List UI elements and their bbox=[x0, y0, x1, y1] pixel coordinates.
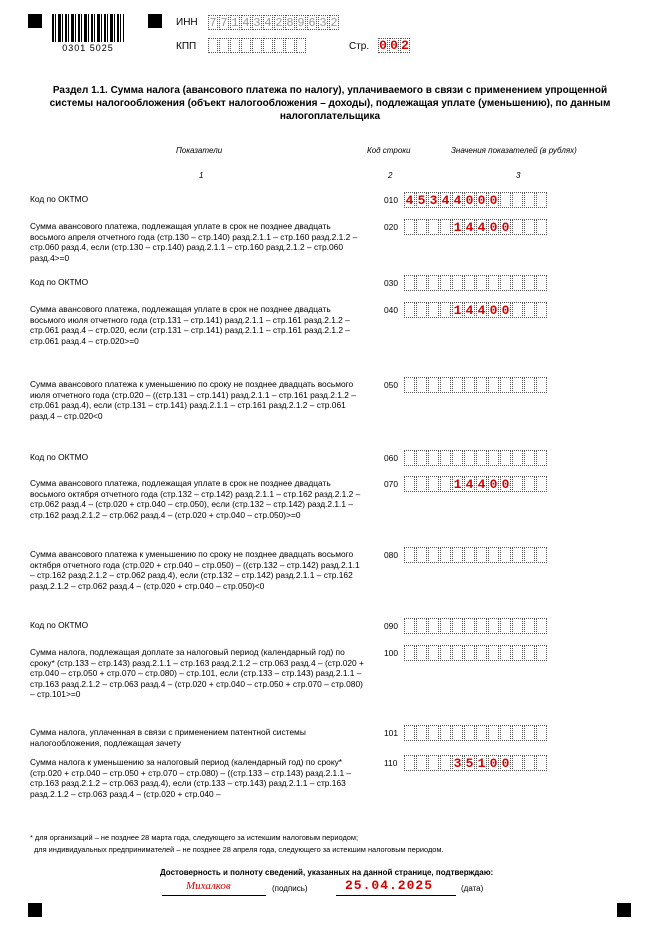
value-digit-cell[interactable]: 0 bbox=[501, 756, 510, 771]
value-digit-cell[interactable]: 0 bbox=[501, 303, 510, 318]
value-digit-cell[interactable] bbox=[428, 302, 439, 318]
value-digit-cell[interactable] bbox=[416, 618, 427, 634]
value-digit-cell[interactable] bbox=[476, 547, 487, 563]
barcode-number: 0301 5025 bbox=[62, 43, 114, 53]
value-digit-cell[interactable] bbox=[428, 476, 439, 492]
value-digit-cell[interactable] bbox=[404, 377, 415, 393]
value-digit-cell[interactable] bbox=[452, 645, 463, 661]
value-digit-cell[interactable] bbox=[464, 725, 475, 741]
kpp-digit-cell[interactable] bbox=[208, 38, 218, 53]
value-digit-cell[interactable] bbox=[536, 645, 547, 661]
col-header-values: Значения показателей (в рублях) bbox=[451, 146, 577, 155]
value-digit-cell[interactable] bbox=[524, 450, 535, 466]
row-value-field[interactable] bbox=[404, 377, 548, 393]
value-digit-cell[interactable] bbox=[464, 645, 475, 661]
kpp-digit-cell[interactable] bbox=[274, 38, 284, 53]
value-digit-cell[interactable] bbox=[536, 275, 547, 291]
value-digit-cell[interactable]: 0 bbox=[501, 477, 510, 492]
value-digit-cell[interactable] bbox=[536, 547, 547, 563]
value-digit-cell[interactable] bbox=[500, 275, 511, 291]
value-digit-cell[interactable]: 4 bbox=[405, 193, 414, 208]
inn-digit-cell[interactable]: 7 bbox=[220, 16, 228, 30]
value-digit-cell[interactable] bbox=[440, 618, 451, 634]
value-digit-cell[interactable] bbox=[524, 618, 535, 634]
value-digit-cell[interactable] bbox=[536, 476, 547, 492]
row-description: Сумма налога, подлежащая доплате за налоговый период (календарный год) по сроку* (стр.133 – стр.143) разд.2.1.1 – стр.163 разд.2.1.2 – стр.063 разд.4 – (стр.020 + стр.040 – стр.050 + стр.070 – стр.080) – стр.101, если (стр.133 – стр.143) разд.2.1.1 – стр.163 разд.2.1.2 – стр.063 разд.4 – (стр.020 + стр.040 – стр.050 + стр.070 – стр.080) – стр.101>=0 bbox=[30, 647, 364, 699]
value-digit-cell[interactable] bbox=[464, 547, 475, 563]
value-digit-cell[interactable]: 1 bbox=[477, 756, 486, 771]
value-digit-cell[interactable] bbox=[536, 377, 547, 393]
col-header-indicators: Показатели bbox=[176, 146, 223, 155]
row-line-code: 050 bbox=[384, 380, 398, 390]
value-digit-cell[interactable]: 1 bbox=[453, 303, 462, 318]
kpp-digit-cell[interactable] bbox=[296, 38, 306, 53]
corner-marker-bottom-right bbox=[617, 903, 631, 917]
inn-digit-cell[interactable]: 3 bbox=[319, 16, 327, 30]
row-description: Сумма авансового платежа, подлежащая уплате в срок не позднее двадцать восьмого июля отчетного года (стр.131 – стр.141) разд.2.1.1 – стр.161 разд.2.1.2 – стр.061 разд.4 – стр.020, если (стр.131 – стр.141) разд.2.1.1 – стр.161 разд.2.1.2 – стр.061 разд.4 – стр.020>=0 bbox=[30, 304, 350, 346]
row-description: Сумма налога к уменьшению за налоговый период (календарный год) по сроку* (стр.020 + стр.040 – стр.050 + стр.070 – стр.080) – ((стр.133 – стр.143) разд.2.1.1 – стр.163 разд.2.1.2 – стр.063 разд.4), если (стр.133 – стр.143) разд.2.1.1 – стр.163 разд.2.1.2 – стр.063 разд.4 – (стр.020 + стр.040 – bbox=[30, 757, 352, 799]
value-digit-cell[interactable] bbox=[524, 476, 535, 492]
value-digit-cell[interactable] bbox=[452, 547, 463, 563]
value-digit-cell[interactable] bbox=[416, 547, 427, 563]
value-digit-cell[interactable] bbox=[440, 450, 451, 466]
inn-digit-cell[interactable]: 1 bbox=[231, 16, 239, 30]
row-description: Код по ОКТМО bbox=[30, 277, 89, 287]
value-digit-cell[interactable]: 0 bbox=[477, 193, 486, 208]
value-digit-cell[interactable]: 0 bbox=[489, 477, 498, 492]
row-value-field[interactable] bbox=[404, 192, 548, 208]
value-digit-cell[interactable] bbox=[512, 755, 523, 771]
value-digit-cell[interactable] bbox=[488, 725, 499, 741]
row-value-field[interactable] bbox=[404, 302, 548, 318]
value-digit-cell[interactable]: 4 bbox=[477, 220, 486, 235]
value-digit-cell[interactable] bbox=[464, 377, 475, 393]
inn-digit-cell[interactable]: 9 bbox=[297, 16, 305, 30]
value-digit-cell[interactable] bbox=[428, 725, 439, 741]
value-digit-cell[interactable] bbox=[476, 377, 487, 393]
row-line-code: 101 bbox=[384, 728, 398, 738]
inn-digit-cell[interactable]: 2 bbox=[330, 16, 338, 30]
kpp-digit-cell[interactable] bbox=[285, 38, 295, 53]
value-digit-cell[interactable] bbox=[524, 275, 535, 291]
value-digit-cell[interactable]: 0 bbox=[501, 220, 510, 235]
value-digit-cell[interactable] bbox=[500, 450, 511, 466]
value-digit-cell[interactable] bbox=[536, 302, 547, 318]
value-digit-cell[interactable] bbox=[500, 377, 511, 393]
value-digit-cell[interactable] bbox=[440, 755, 451, 771]
value-digit-cell[interactable] bbox=[512, 618, 523, 634]
inn-field bbox=[208, 15, 340, 30]
value-digit-cell[interactable] bbox=[500, 192, 511, 208]
page-number-field bbox=[378, 38, 411, 53]
inn-digit-cell[interactable]: 2 bbox=[275, 16, 283, 30]
value-digit-cell[interactable] bbox=[452, 618, 463, 634]
value-digit-cell[interactable] bbox=[524, 377, 535, 393]
value-digit-cell[interactable] bbox=[512, 645, 523, 661]
value-digit-cell[interactable]: 4 bbox=[465, 303, 474, 318]
col-number-2: 2 bbox=[388, 171, 393, 180]
corner-marker-top-left bbox=[28, 14, 42, 28]
row-description: Сумма авансового платежа к уменьшению по сроку не позднее двадцать восьмого июля отчетного года (стр.020 – ((стр.131 – стр.141) разд.2.1.1 – стр.161 разд.2.1.2 – стр.061 разд.4), если (стр.131 – стр.141) разд.2.1.1 – стр.161 разд.2.1.2 – стр.061 разд.4 – стр.020<0 bbox=[30, 379, 356, 421]
inn-digit-cell[interactable]: 8 bbox=[286, 16, 294, 30]
kpp-digit-cell[interactable] bbox=[219, 38, 229, 53]
footnote-entrepreneurs: для индивидуальных предпринимателей – не позднее 28 апреля года, следующего за истекшим налоговым периодом. bbox=[34, 845, 444, 854]
row-line-code: 020 bbox=[384, 222, 398, 232]
value-digit-cell[interactable] bbox=[512, 476, 523, 492]
row-value-field[interactable] bbox=[404, 476, 548, 492]
page-digit-cell[interactable]: 0 bbox=[390, 38, 398, 53]
value-digit-cell[interactable]: 5 bbox=[417, 193, 426, 208]
value-digit-cell[interactable]: 5 bbox=[465, 756, 474, 771]
page-digit-cell[interactable]: 0 bbox=[379, 38, 387, 53]
inn-label: ИНН bbox=[176, 17, 198, 28]
kpp-label: КПП bbox=[176, 41, 197, 52]
row-value-field[interactable] bbox=[404, 725, 548, 741]
value-digit-cell[interactable] bbox=[536, 618, 547, 634]
value-digit-cell[interactable] bbox=[512, 219, 523, 235]
value-digit-cell[interactable] bbox=[428, 618, 439, 634]
value-digit-cell[interactable] bbox=[512, 302, 523, 318]
value-digit-cell[interactable] bbox=[476, 725, 487, 741]
row-description: Код по ОКТМО bbox=[30, 452, 89, 462]
value-digit-cell[interactable] bbox=[500, 645, 511, 661]
inn-digit-cell[interactable]: 4 bbox=[264, 16, 272, 30]
row-line-code: 010 bbox=[384, 195, 398, 205]
value-digit-cell[interactable] bbox=[404, 450, 415, 466]
value-digit-cell[interactable] bbox=[512, 377, 523, 393]
value-digit-cell[interactable] bbox=[488, 450, 499, 466]
value-digit-cell[interactable] bbox=[428, 377, 439, 393]
value-digit-cell[interactable] bbox=[428, 219, 439, 235]
value-digit-cell[interactable] bbox=[476, 618, 487, 634]
value-digit-cell[interactable] bbox=[404, 645, 415, 661]
row-value-field[interactable] bbox=[404, 275, 548, 291]
row-line-code: 100 bbox=[384, 648, 398, 658]
value-digit-cell[interactable] bbox=[416, 275, 427, 291]
value-digit-cell[interactable] bbox=[404, 275, 415, 291]
row-value-field[interactable] bbox=[404, 645, 548, 661]
value-digit-cell[interactable] bbox=[488, 645, 499, 661]
date-value[interactable]: 25.04.2025 bbox=[345, 878, 434, 893]
value-digit-cell[interactable]: 3 bbox=[453, 756, 462, 771]
signature-value[interactable]: Михалков bbox=[186, 880, 231, 892]
value-digit-cell[interactable] bbox=[512, 547, 523, 563]
corner-marker-bottom-left bbox=[28, 903, 42, 917]
inn-digit-cell[interactable]: 6 bbox=[308, 16, 316, 30]
value-digit-cell[interactable] bbox=[512, 450, 523, 466]
value-digit-cell[interactable] bbox=[500, 547, 511, 563]
value-digit-cell[interactable] bbox=[512, 275, 523, 291]
value-digit-cell[interactable] bbox=[524, 755, 535, 771]
value-digit-cell[interactable] bbox=[428, 547, 439, 563]
value-digit-cell[interactable]: 4 bbox=[477, 477, 486, 492]
value-digit-cell[interactable] bbox=[536, 219, 547, 235]
value-digit-cell[interactable] bbox=[428, 450, 439, 466]
value-digit-cell[interactable] bbox=[488, 377, 499, 393]
value-digit-cell[interactable]: 1 bbox=[453, 220, 462, 235]
value-digit-cell[interactable] bbox=[464, 450, 475, 466]
value-digit-cell[interactable]: 0 bbox=[489, 220, 498, 235]
value-digit-cell[interactable]: 4 bbox=[477, 303, 486, 318]
row-value-field[interactable] bbox=[404, 219, 548, 235]
page-label: Стр. bbox=[349, 41, 370, 52]
value-digit-cell[interactable] bbox=[524, 547, 535, 563]
row-line-code: 030 bbox=[384, 278, 398, 288]
value-digit-cell[interactable] bbox=[440, 377, 451, 393]
value-digit-cell[interactable]: 4 bbox=[441, 193, 450, 208]
value-digit-cell[interactable] bbox=[440, 275, 451, 291]
value-digit-cell[interactable] bbox=[404, 219, 415, 235]
value-digit-cell[interactable] bbox=[416, 219, 427, 235]
row-description: Код по ОКТМО bbox=[30, 194, 89, 204]
value-digit-cell[interactable] bbox=[452, 725, 463, 741]
value-digit-cell[interactable] bbox=[452, 275, 463, 291]
value-digit-cell[interactable]: 1 bbox=[453, 477, 462, 492]
value-digit-cell[interactable] bbox=[404, 755, 415, 771]
row-description: Сумма авансового платежа, подлежащая уплате в срок не позднее двадцать восьмого апреля отчетного года (стр.130 – стр.140) разд.2.1.1 – стр.160 разд.2.1.2 – стр.060 разд.4, если (стр.130 – стр.140) разд.2.1.1 – стр.160 разд.2.1.2 – стр.060 разд.4>=0 bbox=[30, 221, 358, 263]
value-digit-cell[interactable] bbox=[440, 219, 451, 235]
value-digit-cell[interactable] bbox=[452, 377, 463, 393]
value-digit-cell[interactable] bbox=[524, 192, 535, 208]
value-digit-cell[interactable] bbox=[476, 645, 487, 661]
inn-digit-cell[interactable]: 4 bbox=[242, 16, 250, 30]
row-line-code: 040 bbox=[384, 305, 398, 315]
barcode-bars bbox=[52, 14, 124, 42]
value-digit-cell[interactable] bbox=[428, 275, 439, 291]
value-digit-cell[interactable] bbox=[536, 192, 547, 208]
kpp-digit-cell[interactable] bbox=[252, 38, 262, 53]
value-digit-cell[interactable] bbox=[428, 645, 439, 661]
row-description: Сумма авансового платежа, подлежащая уплате в срок не позднее двадцать восьмого октября отчетного года (стр.132 – стр.142) разд.2.1.1 – стр.162 разд.2.1.2 – стр.062 разд.4 – (стр.020 + стр.040 – стр.050), если (стр.132 – стр.142) разд.2.1.1 – стр.162 разд.2.1.2 – стр.062 разд.4 – (стр.020 + стр.040 – стр.050)>=0 bbox=[30, 478, 361, 520]
row-line-code: 060 bbox=[384, 453, 398, 463]
value-digit-cell[interactable] bbox=[440, 725, 451, 741]
value-digit-cell[interactable] bbox=[536, 725, 547, 741]
value-digit-cell[interactable] bbox=[500, 725, 511, 741]
row-value-field[interactable] bbox=[404, 755, 548, 771]
value-digit-cell[interactable] bbox=[416, 725, 427, 741]
value-digit-cell[interactable] bbox=[500, 618, 511, 634]
kpp-digit-cell[interactable] bbox=[241, 38, 251, 53]
value-digit-cell[interactable]: 0 bbox=[489, 756, 498, 771]
corner-marker-top-mid bbox=[148, 14, 162, 28]
value-digit-cell[interactable] bbox=[488, 275, 499, 291]
row-line-code: 070 bbox=[384, 479, 398, 489]
value-digit-cell[interactable] bbox=[416, 450, 427, 466]
value-digit-cell[interactable]: 0 bbox=[489, 193, 498, 208]
value-digit-cell[interactable] bbox=[404, 725, 415, 741]
row-value-field[interactable] bbox=[404, 618, 548, 634]
value-digit-cell[interactable] bbox=[524, 645, 535, 661]
kpp-digit-cell[interactable] bbox=[230, 38, 240, 53]
value-digit-cell[interactable]: 4 bbox=[465, 477, 474, 492]
value-digit-cell[interactable] bbox=[440, 547, 451, 563]
row-description: Код по ОКТМО bbox=[30, 620, 89, 630]
value-digit-cell[interactable] bbox=[416, 645, 427, 661]
value-digit-cell[interactable] bbox=[476, 275, 487, 291]
value-digit-cell[interactable] bbox=[464, 275, 475, 291]
value-digit-cell[interactable] bbox=[404, 618, 415, 634]
value-digit-cell[interactable] bbox=[440, 302, 451, 318]
value-digit-cell[interactable] bbox=[536, 450, 547, 466]
value-digit-cell[interactable] bbox=[476, 450, 487, 466]
kpp-field bbox=[208, 38, 307, 53]
value-digit-cell[interactable] bbox=[416, 377, 427, 393]
value-digit-cell[interactable] bbox=[404, 302, 415, 318]
value-digit-cell[interactable] bbox=[464, 618, 475, 634]
value-digit-cell[interactable] bbox=[524, 302, 535, 318]
value-digit-cell[interactable]: 4 bbox=[465, 220, 474, 235]
page-digit-cell[interactable]: 2 bbox=[401, 38, 409, 53]
col-number-1: 1 bbox=[199, 171, 204, 180]
barcode bbox=[52, 14, 124, 56]
value-digit-cell[interactable] bbox=[428, 755, 439, 771]
value-digit-cell[interactable] bbox=[416, 302, 427, 318]
value-digit-cell[interactable] bbox=[440, 476, 451, 492]
value-digit-cell[interactable] bbox=[416, 755, 427, 771]
value-digit-cell[interactable] bbox=[416, 476, 427, 492]
value-digit-cell[interactable] bbox=[524, 219, 535, 235]
value-digit-cell[interactable] bbox=[524, 725, 535, 741]
footnote-organizations: * для организаций – не позднее 28 марта года, следующего за истекшим налоговым периодом; bbox=[30, 833, 359, 842]
value-digit-cell[interactable]: 0 bbox=[465, 193, 474, 208]
inn-digit-cell[interactable]: 3 bbox=[253, 16, 261, 30]
value-digit-cell[interactable]: 0 bbox=[489, 303, 498, 318]
date-line bbox=[336, 895, 456, 896]
value-digit-cell[interactable] bbox=[512, 192, 523, 208]
value-digit-cell[interactable] bbox=[512, 725, 523, 741]
value-digit-cell[interactable] bbox=[440, 645, 451, 661]
row-line-code: 090 bbox=[384, 621, 398, 631]
value-digit-cell[interactable]: 4 bbox=[453, 193, 462, 208]
row-value-field[interactable] bbox=[404, 547, 548, 563]
value-digit-cell[interactable] bbox=[536, 755, 547, 771]
row-line-code: 080 bbox=[384, 550, 398, 560]
signature-label: (подпись) bbox=[272, 884, 308, 893]
row-description: Сумма налога, уплаченная в связи с применением патентной системы налогообложения, подлежащая зачету bbox=[30, 727, 306, 748]
signature-line bbox=[162, 895, 266, 896]
col-header-line-code: Код строки bbox=[367, 146, 411, 155]
row-value-field[interactable] bbox=[404, 450, 548, 466]
date-label: (дата) bbox=[461, 884, 484, 893]
value-digit-cell[interactable] bbox=[488, 547, 499, 563]
row-line-code: 110 bbox=[384, 758, 398, 768]
value-digit-cell[interactable]: 3 bbox=[429, 193, 438, 208]
col-number-3: 3 bbox=[516, 171, 521, 180]
value-digit-cell[interactable] bbox=[452, 450, 463, 466]
confirmation-text: Достоверность и полноту сведений, указанных на данной странице, подтверждаю: bbox=[160, 868, 494, 877]
kpp-digit-cell[interactable] bbox=[263, 38, 273, 53]
value-digit-cell[interactable] bbox=[488, 618, 499, 634]
inn-digit-cell[interactable]: 7 bbox=[209, 16, 217, 30]
value-digit-cell[interactable] bbox=[404, 476, 415, 492]
value-digit-cell[interactable] bbox=[404, 547, 415, 563]
section-title: Раздел 1.1. Сумма налога (авансового платежа по налогу), уплачиваемого в связи с применением упрощенной системы налогообложения (объект налогообложения – доходы), подлежащая уплате (уменьшению), по данным налогоплательщика bbox=[49, 85, 611, 122]
row-description: Сумма авансового платежа к уменьшению по сроку не позднее двадцать восьмого октября отчетного года (стр.020 + стр.040 – стр.050) – ((стр.132 – стр.142) разд.2.1.1 – стр.162 разд.2.1.2 – стр.062 разд.4), если (стр.132 – стр.142) разд.2.1.1 – стр.162 разд.2.1.2 – стр.062 разд.4 – (стр.020 + стр.040 – стр.050)<0 bbox=[30, 549, 360, 591]
